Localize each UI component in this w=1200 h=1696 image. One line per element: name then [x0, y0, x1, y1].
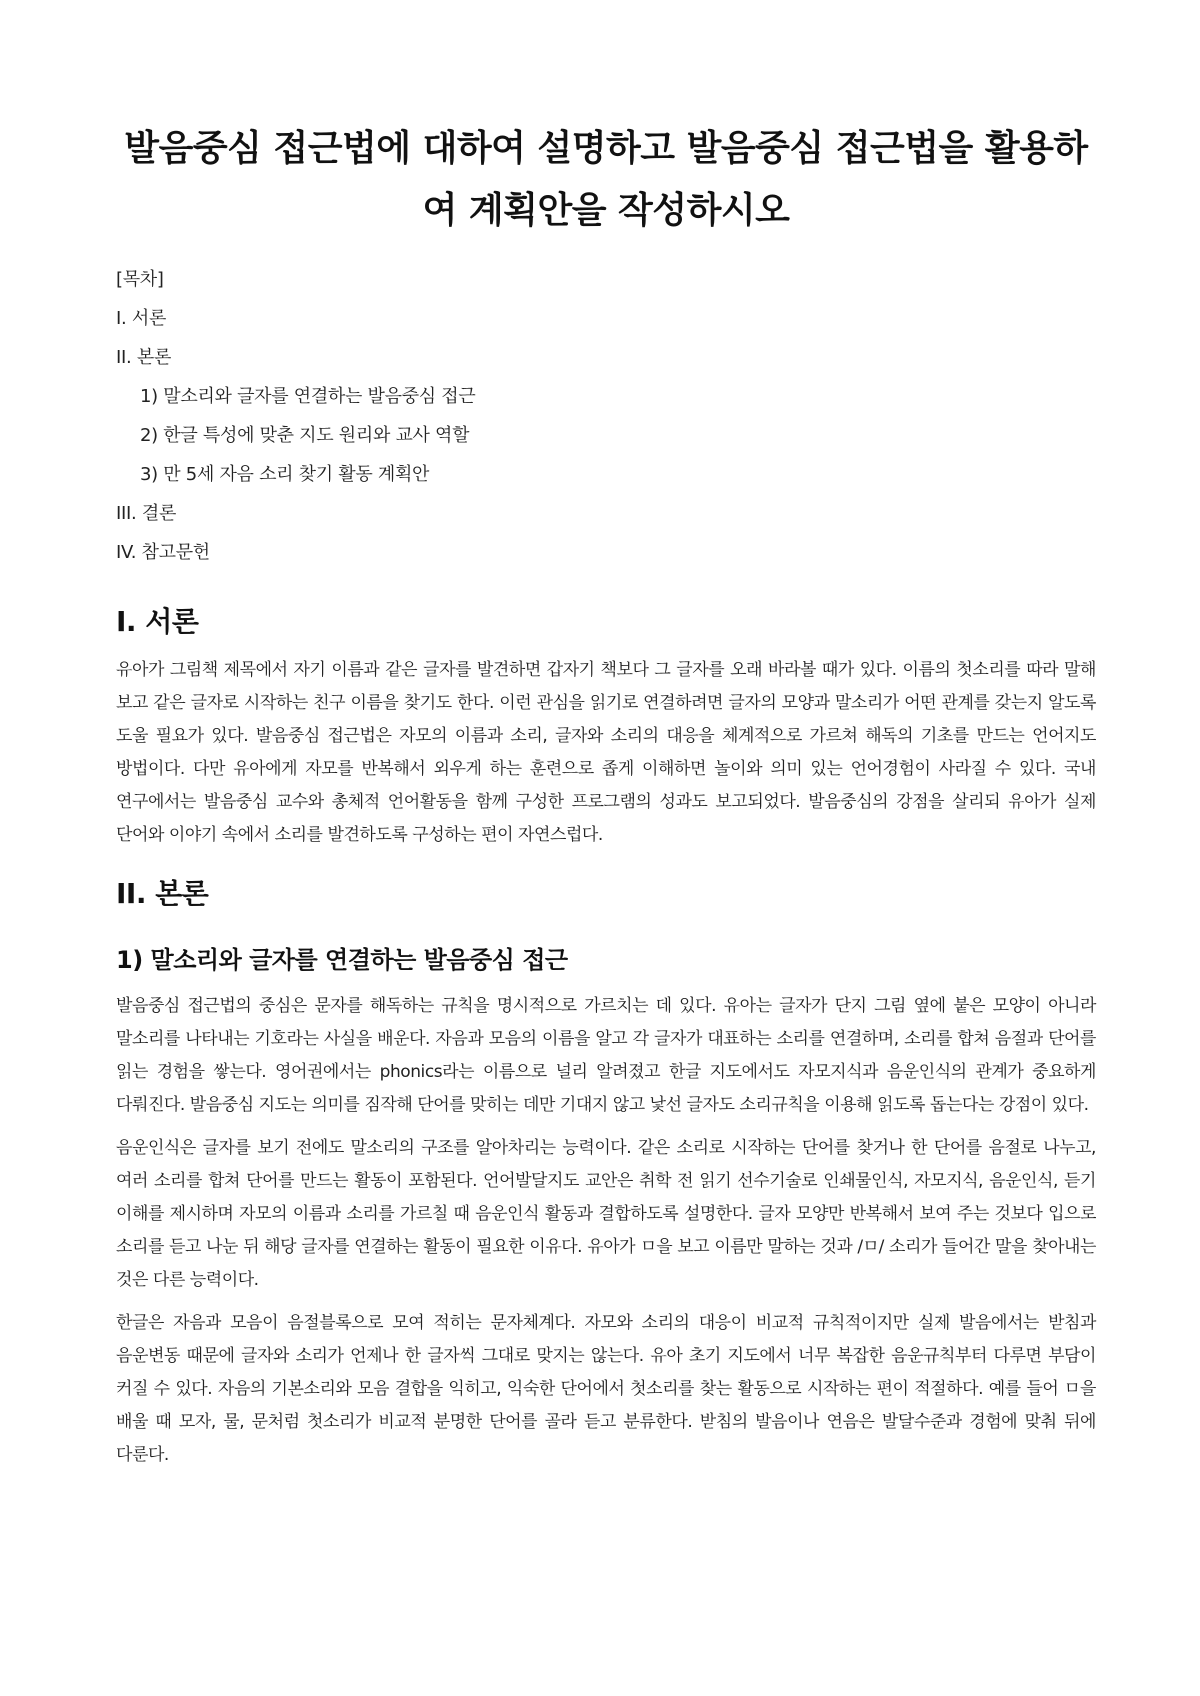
toc-item: III. 결론 [116, 503, 177, 524]
toc-item: I. 서론 [116, 308, 167, 329]
toc-subitem: 3) 만 5세 자음 소리 찾기 활동 계획안 [140, 464, 430, 485]
intro-heading: I. 서론 [116, 605, 199, 638]
body-heading: II. 본론 [116, 877, 209, 910]
section-paragraph: 한글은 자음과 모음이 음절블록으로 모여 적히는 문자체계다. 자모와 소리의 대응이 비교적 규칙적이지만 실제 발음에서는 받침과 음운변동 때문에 글자와 소리가 언제나 한 글자씩 그대로 맞지는 않는다. 유아 초기 지도에서 너무 복잡한 음운규칙부터 다루면 부담이 커질 수 있다. 자음의 기본소리와 모음 결합을 익히고, 익숙한 단어에서 첫소리를 찾는 활동으로 시작하는 편이 적절하다. 예를 들어 ㅁ을 배울 때 모자, 물, 문처럼 첫소리가 비교적 분명한 단어를 골라 듣고 분류한다. 받침의 발음이나 연음은 발달수준과 경험에 맞춰 뒤에 다룬다. [116, 1313, 1096, 1465]
table-of-contents [116, 268, 1096, 580]
section-heading: 1) 말소리와 글자를 연결하는 발음중심 접근 [116, 946, 568, 974]
toc-item: IV. 참고문헌 [116, 542, 210, 563]
section-paragraph: 발음중심 접근법의 중심은 문자를 해독하는 규칙을 명시적으로 가르치는 데 있다. 유아는 글자가 단지 그림 옆에 붙은 모양이 아니라 말소리를 나타내는 기호라는 사실을 배운다. 자음과 모음의 이름을 알고 각 글자가 대표하는 소리를 연결하며, 소리를 합쳐 음절과 단어를 읽는 경험을 쌓는다. 영어권에서는 phonics라는 이름으로 널리 알려졌고 한글 지도에서도 자모지식과 음운인식의 관계가 중요하게 다뤄진다. 발음중심 지도는 의미를 짐작해 단어를 맞히는 데만 기대지 않고 낯선 글자도 소리규칙을 이용해 읽도록 돕는다는 강점이 있다. [116, 996, 1096, 1115]
toc-subitem: 2) 한글 특성에 맞춘 지도 원리와 교사 역할 [140, 425, 470, 446]
intro-paragraph: 유아가 그림책 제목에서 자기 이름과 같은 글자를 발견하면 갑자기 책보다 그 글자를 오래 바라볼 때가 있다. 이름의 첫소리를 따라 말해 보고 같은 글자로 시작하는 친구 이름을 찾기도 한다. 이런 관심을 읽기로 연결하려면 글자의 모양과 말소리가 어떤 관계를 갖는지 알도록 도울 필요가 있다. 발음중심 접근법은 자모의 이름과 소리, 글자와 소리의 대응을 체계적으로 가르쳐 해독의 기초를 만드는 언어지도 방법이다. 다만 유아에게 자모를 반복해서 외우게 하는 훈련으로 좁게 이해하면 놀이와 의미 있는 언어경험이 사라질 수 있다. 국내 연구에서는 발음중심 교수와 총체적 언어활동을 함께 구성한 프로그램의 성과도 보고되었다. 발음중심의 강점을 살리되 유아가 실제 단어와 이야기 속에서 소리를 발견하도록 구성하는 편이 자연스럽다. [116, 660, 1097, 845]
toc-subitem: 1) 말소리와 글자를 연결하는 발음중심 접근 [140, 386, 476, 407]
toc-item: II. 본론 [116, 347, 172, 368]
document-title: 발음중심 접근법에 대하여 설명하고 발음중심 접근법을 활용하여 계획안을 작성하시오 [124, 128, 1088, 231]
section-paragraph: 음운인식은 글자를 보기 전에도 말소리의 구조를 알아차리는 능력이다. 같은 소리로 시작하는 단어를 찾거나 한 단어를 음절로 나누고, 여러 소리를 합쳐 단어를 만드는 활동이 포함된다. 언어발달지도 교안은 취학 전 읽기 선수기술로 인쇄물인식, 자모지식, 음운인식, 듣기 이해를 제시하며 자모의 이름과 소리를 가르칠 때 음운인식 활동과 결합하도록 설명한다. 글자 모양만 반복해서 보여 주는 것보다 입으로 소리를 듣고 나눈 뒤 해당 글자를 연결하는 활동이 필요한 이유다. 유아가 ㅁ을 보고 이름만 말하는 것과 /ㅁ/ 소리가 들어간 말을 찾아내는 것은 다른 능력이다. [116, 1138, 1096, 1290]
toc-heading: [목차] [116, 269, 164, 290]
